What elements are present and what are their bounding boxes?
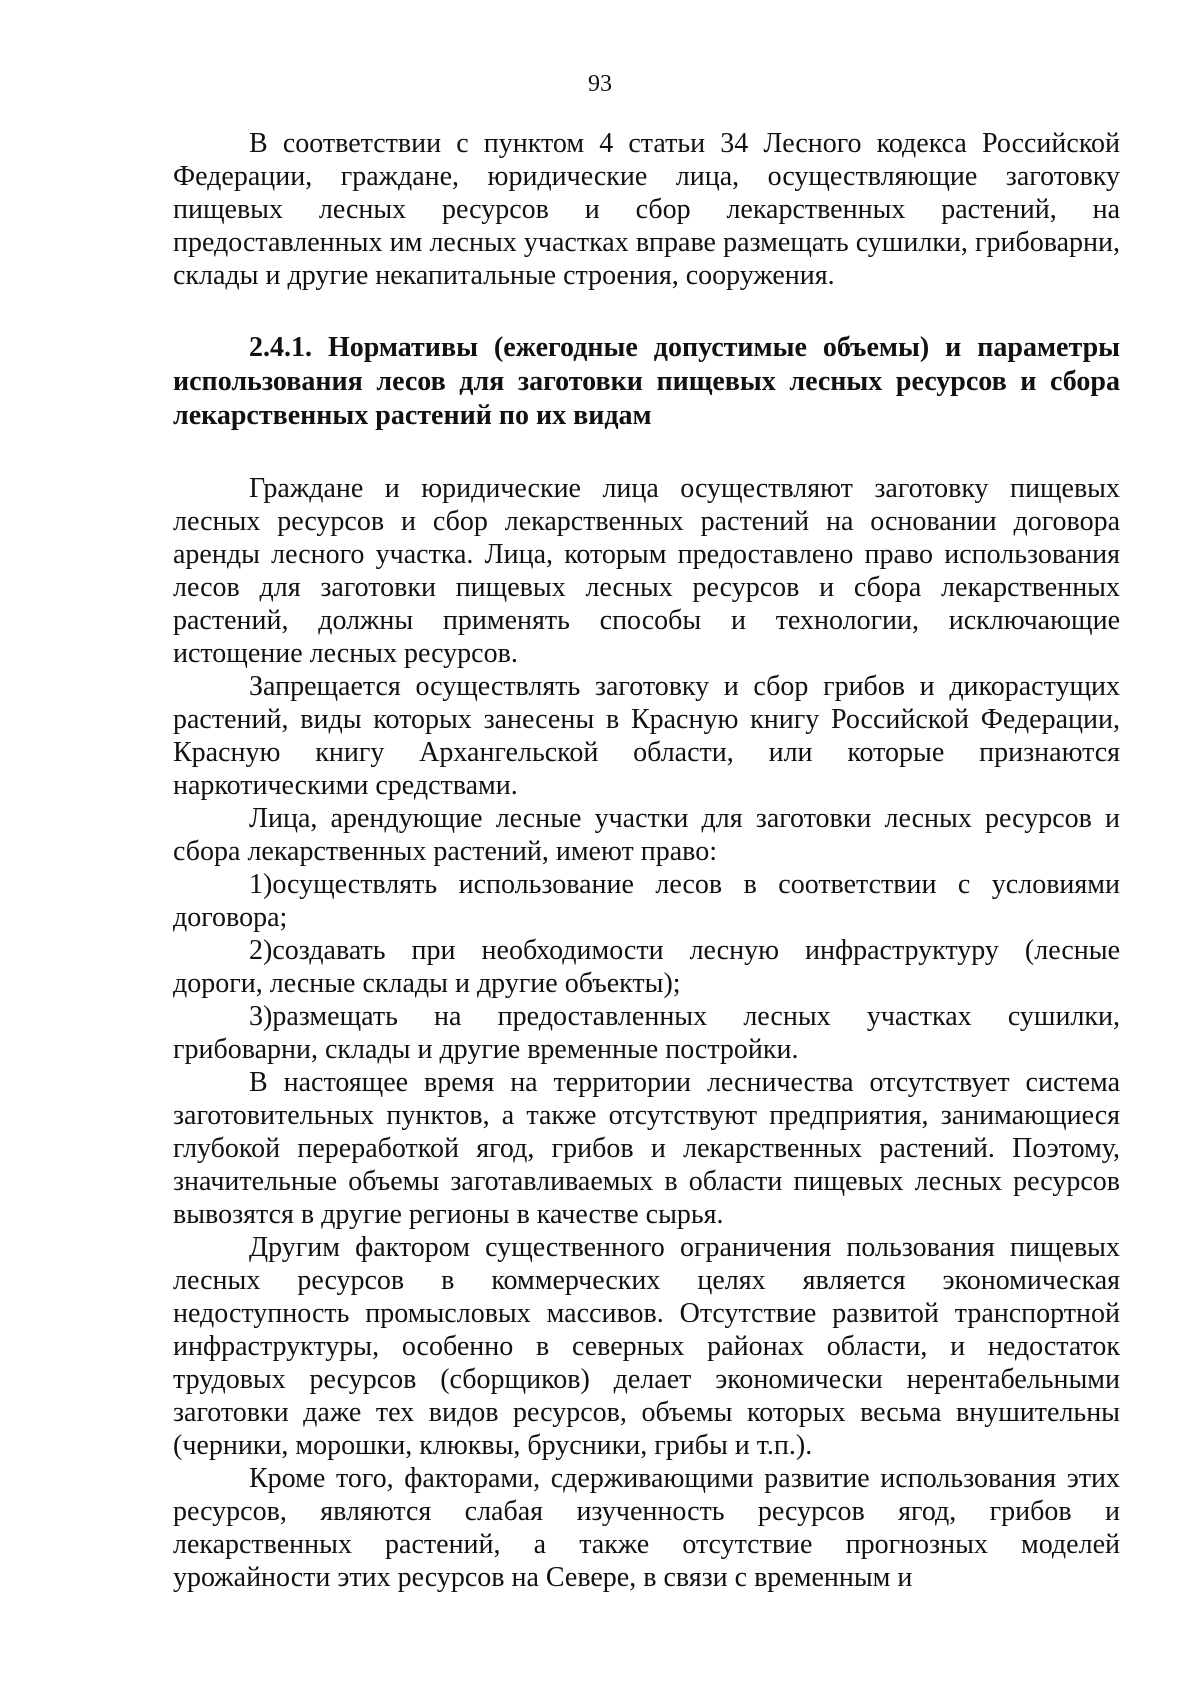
body-paragraph: Граждане и юридические лица осуществляют заготовку пищевых лесных ресурсов и сбор лекарственных растений на основании договора аренды лесного участка. Лица, которым предоставлено право использования лесов для заготовки пищевых лесных ресурсов и сбора лекарственных растений, должны применять способы и технологии, исключающие истощение лесных ресурсов.: [173, 473, 1120, 669]
list-item-text: размещать на предоставленных лесных участках сушилки, грибоварни, склады и другие временные постройки.: [173, 1001, 1120, 1065]
body-paragraph: Запрещается осуществлять заготовку и сбор грибов и дикорастущих растений, виды которых занесены в Красную книгу Российской Федерации, Красную книгу Архангельской области, или которые признаются наркотическими средствами.: [173, 671, 1120, 801]
list-item-number: 1): [249, 869, 273, 900]
body-paragraph: Кроме того, факторами, сдерживающими развитие использования этих ресурсов, являются слабая изученность ресурсов ягод, грибов и лекарственных растений, а также отсутствие прогнозных моделей урожайности этих ресурсов на Севере, в связи с временным и: [173, 1463, 1120, 1593]
rights-list-item: [173, 1000, 1120, 1066]
section-heading: 2.4.1. Нормативы (ежегодные допустимые объемы) и параметры использования лесов для заготовки пищевых лесных ресурсов и сбора лекарственных растений по их видам: [173, 332, 1120, 431]
body-paragraph: Другим фактором существенного ограничения пользования пищевых лесных ресурсов в коммерческих целях является экономическая недоступность промысловых массивов. Отсутствие развитой транспортной инфраструктуры, особенно в северных районах области, и недостаток трудовых ресурсов (сборщиков) делает экономически нерентабельными заготовки даже тех видов ресурсов, объемы которых весьма внушительны (черники, морошки, клюквы, брусники, грибы и т.п.).: [173, 1232, 1120, 1461]
rights-list-item: [173, 868, 1120, 934]
list-item-number: 3): [249, 1001, 273, 1032]
body-paragraph: Лица, арендующие лесные участки для заготовки лесных ресурсов и сбора лекарственных растений, имеют право:: [173, 803, 1120, 867]
list-item-text: создавать при необходимости лесную инфраструктуру (лесные дороги, лесные склады и другие объекты);: [173, 935, 1120, 999]
page-content: [173, 127, 1120, 1594]
list-item-text: осуществлять использование лесов в соответствии с условиями договора;: [173, 869, 1120, 933]
body-paragraph: В настоящее время на территории лесничества отсутствует система заготовительных пунктов, а также отсутствуют предприятия, занимающиеся глубокой переработкой ягод, грибов и лекарственных растений. Поэтому, значительные объемы заготавливаемых в области пищевых лесных ресурсов вывозятся в другие регионы в качестве сырья.: [173, 1067, 1120, 1230]
list-item-number: 2): [249, 935, 273, 966]
intro-paragraph: В соответствии с пунктом 4 статьи 34 Лесного кодекса Российской Федерации, граждане, юридические лица, осуществляющие заготовку пищевых лесных ресурсов и сбор лекарственных растений, на предоставленных им лесных участках вправе размещать сушилки, грибоварни, склады и другие некапитальные строения, сооружения.: [173, 128, 1120, 291]
rights-list-item: [173, 934, 1120, 1000]
page-number: 93: [588, 71, 612, 97]
